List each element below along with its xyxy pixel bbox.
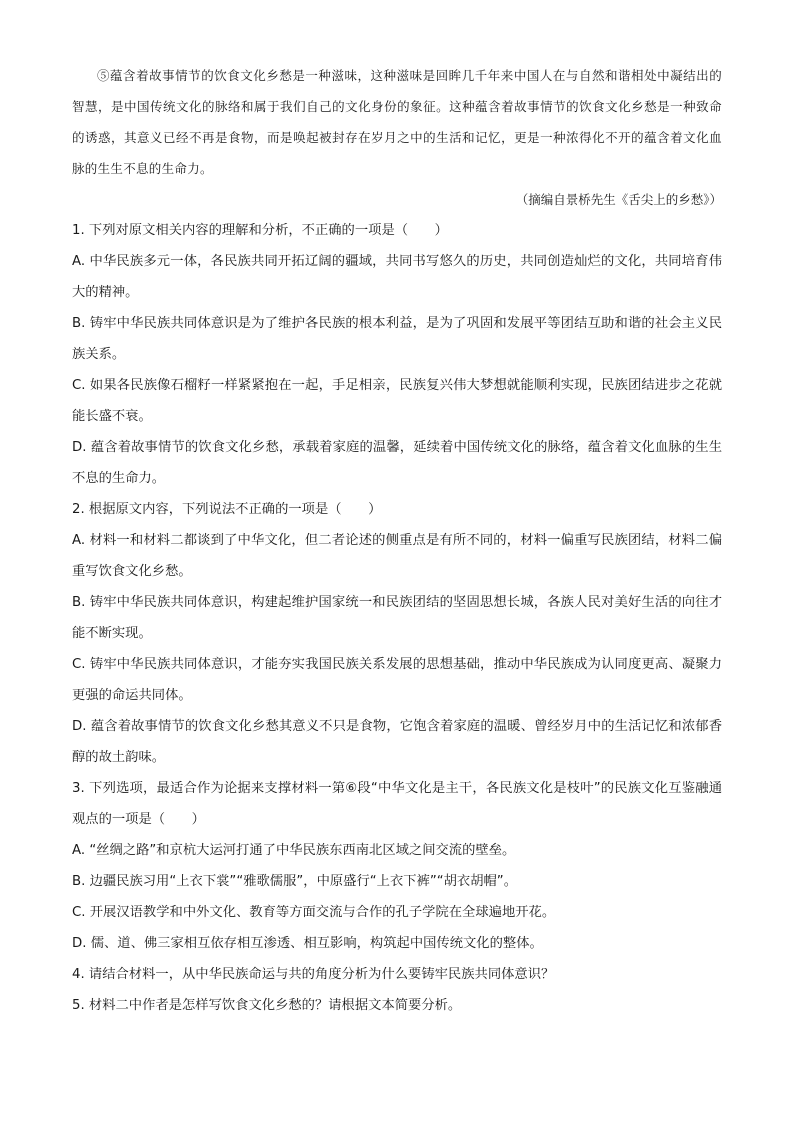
question-2 — [72, 494, 722, 773]
question-1-option-a: A. 中华民族多元一体，各民族共同开拓辽阔的疆域，共同书写悠久的历史，共同创造灿烂的文化，共同培育伟大的精神。 — [72, 254, 722, 300]
question-2-option-a: A. 材料一和材料二都谈到了中华文化，但二者论述的侧重点是有所不同的，材料一偏重写民族团结，材料二偏重写饮食文化乡愁。 — [72, 533, 722, 579]
question-3-stem: 3. 下列选项，最适合作为论据来支撑材料一第⑥段“中华文化是主干，各民族文化是枝叶”的民族文化互鉴融通观点的一项是（ ） — [72, 781, 722, 827]
question-1-option-b: B. 铸牢中华民族共同体意识是为了维护各民族的根本利益，是为了巩固和发展平等团结互助和谐的社会主义民族关系。 — [72, 316, 722, 362]
question-4-stem: 4. 请结合材料一，从中华民族命运与共的角度分析为什么要铸牢民族共同体意识？ — [72, 967, 555, 982]
question-5 — [72, 990, 722, 1021]
question-4 — [72, 959, 722, 990]
question-3-option-c: C. 开展汉语教学和中外文化、教育等方面交流与合作的孔子学院在全球遍地开花。 — [72, 905, 556, 920]
document-page — [72, 60, 722, 1021]
passage-paragraph-5: ⑤蕴含着故事情节的饮食文化乡愁是一种滋味，这种滋味是回眸几千年来中国人在与自然和谐相处中凝结出的智慧，是中国传统文化的脉络和属于我们自己的文化身份的象征。这种蕴含着故事情节的饮食文化乡愁是一种致命的诱惑，其意义已经不再是食物，而是唤起被封存在岁月之中的生活和记忆，更是一种浓得化不开的蕴含着文化血脉的生生不息的生命力。 — [72, 68, 722, 176]
question-3-option-d: D. 儒、道、佛三家相互依存相互渗透、相互影响，构筑起中国传统文化的整体。 — [72, 936, 543, 951]
question-2-stem: 2. 根据原文内容，下列说法不正确的一项是（ ） — [72, 502, 382, 517]
question-1-option-c: C. 如果各民族像石榴籽一样紧紧抱在一起，手足相亲，民族复兴伟大梦想就能顺利实现，民族团结进步之花就能长盛不衰。 — [72, 378, 722, 424]
question-2-option-c: C. 铸牢中华民族共同体意识，才能夯实我国民族关系发展的思想基础，推动中华民族成为认同度更高、凝聚力更强的命运共同体。 — [72, 657, 722, 703]
question-2-option-b: B. 铸牢中华民族共同体意识，构建起维护国家统一和民族团结的坚固思想长城，各族人民对美好生活的向往才能不断实现。 — [72, 595, 722, 641]
question-1-stem: 1. 下列对原文相关内容的理解和分析，不正确的一项是（ ） — [72, 223, 448, 238]
question-5-stem: 5. 材料二中作者是怎样写饮食文化乡愁的？请根据文本简要分析。 — [72, 998, 462, 1013]
question-2-option-d: D. 蕴含着故事情节的饮食文化乡愁其意义不只是食物，它饱含着家庭的温暖、曾经岁月中的生活记忆和浓郁香醇的故土韵味。 — [72, 719, 722, 765]
question-3-option-b: B. 边疆民族习用“上衣下裳”“雅歌儒服”，中原盛行“上衣下裤”“胡衣胡帽”。 — [72, 874, 517, 889]
question-1 — [72, 215, 722, 494]
question-3-option-a: A. “丝绸之路”和京杭大运河打通了中华民族东西南北区域之间交流的壁垒。 — [72, 843, 516, 858]
passage-source: （摘编自景桥先生《舌尖上的乡愁》） — [515, 192, 722, 207]
question-3 — [72, 773, 722, 959]
question-1-option-d: D. 蕴含着故事情节的饮食文化乡愁，承载着家庭的温馨，延续着中国传统文化的脉络，蕴含着文化血脉的生生不息的生命力。 — [72, 440, 722, 486]
